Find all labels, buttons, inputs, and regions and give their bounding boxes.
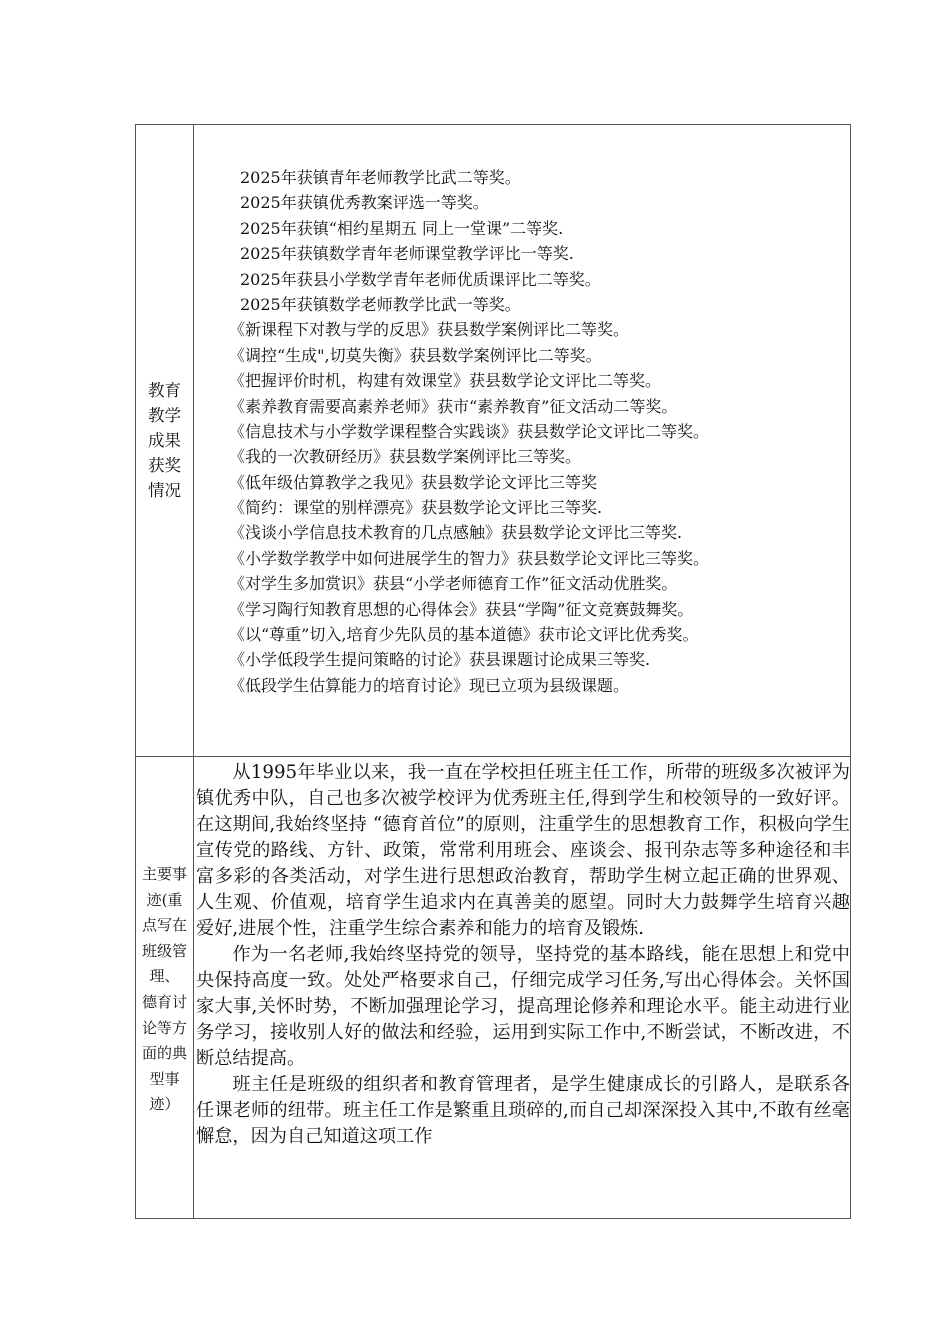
awards-list <box>200 165 850 698</box>
award-item: 2025年获镇青年老师教学比武二等奖。 <box>240 168 521 187</box>
award-item: 《小学低段学生提问策略的讨论》获县课题讨论成果三等奖. <box>229 650 651 670</box>
award-item: 2025年获镇优秀教案评选一等奖。 <box>240 193 489 213</box>
section1-label-line: 获奖 <box>148 456 181 475</box>
section2-label <box>136 862 193 1118</box>
info-table <box>135 124 851 1219</box>
award-item: 《低段学生估算能力的培育讨论》现已立项为县级课题。 <box>229 675 630 695</box>
section2-label-line: 德育讨 <box>141 992 187 1011</box>
section1-label-line: 教育 <box>148 381 181 400</box>
section2-label-line: 迹） <box>149 1095 180 1114</box>
row-divider <box>136 756 850 757</box>
deeds-paragraph: 作为一名老师,我始终坚持党的领导，坚持党的基本路线，能在思想上和党中央保持高度一致。处处严格要求自己，仔细完成学习任务,写出心得体会。关怀国家大事,关怀时势，不断加强理论学习，提高理论修养和理论水平。能主动进行业务学习，接收别人好的做法和经验，运用到实际工作中,不断尝试，不断改进，不断总结提高。 <box>196 944 850 1069</box>
section1-label-line: 成果 <box>148 431 181 450</box>
award-item: 《我的一次教研经历》获县数学案例评比三等奖。 <box>229 447 582 467</box>
section2-label-line: 迹(重 <box>146 890 183 909</box>
section1-label-line: 情况 <box>148 481 181 500</box>
award-item: 2025年获镇“相约星期五 同上一堂课”二等奖. <box>240 218 564 238</box>
column-divider <box>193 125 194 1218</box>
award-item: 2025年获镇数学青年老师课堂教学评比一等奖. <box>240 244 574 264</box>
award-item: 2025年获镇数学老师教学比武一等奖。 <box>240 294 521 314</box>
award-item: 《以“尊重”切入,培育少先队员的基本道德》获市论文评比优秀奖。 <box>229 625 699 645</box>
award-item: 《把握评价时机，构建有效课堂》获县数学论文评比二等奖。 <box>229 371 662 391</box>
section2-label-line: 主要事 <box>141 865 187 883</box>
award-item: 《对学生多加赏识》获县“小学老师德育工作”征文活动优胜奖。 <box>229 574 678 594</box>
section2-label-line: 型事 <box>149 1069 180 1088</box>
deeds-paragraph: 从1995年毕业以来，我一直在学校担任班主任工作，所带的班级多次被评为镇优秀中队，自己也多次被学校评为优秀班主任,得到学生和校领导的一致好评。在这期间,我始终坚持 “德育首位”的原则，注重学生的思想教育工作，积极向学生宣传党的路线、方针、政策，常常利用班会、座谈会、报刊杂志等多种途径和丰富多彩的各类活动，对学生进行思想政治教育，帮助学生树立起正确的世界观、人生观、价值观，培育学生追求内在真善美的愿望。同时大力鼓舞学生培育兴趣爱好,进展个性，注重学生综合素养和能力的培育及锻炼. <box>196 762 850 939</box>
section2-label-line: 班级管 <box>141 941 187 960</box>
award-item: 《简约：课堂的别样漂亮》获县数学论文评比三等奖. <box>229 498 603 518</box>
award-item: 《低年级估算教学之我见》获县数学论文评比三等奖 <box>229 472 598 492</box>
section2-label-line: 面的典 <box>141 1044 187 1063</box>
section1-label-line: 教学 <box>148 406 181 425</box>
award-item: 《小学数学教学中如何进展学生的智力》获县数学论文评比三等奖。 <box>229 548 710 568</box>
award-item: 《浅谈小学信息技术教育的几点感触》获县数学论文评比三等奖. <box>229 523 683 543</box>
award-item: 《新课程下对教与学的反思》获县数学案例评比二等奖。 <box>229 320 630 340</box>
award-item: 《信息技术与小学数学课程整合实践谈》获县数学论文评比二等奖。 <box>229 421 710 441</box>
award-item: 《调控“生成",切莫失衡》获县数学案例评比二等奖。 <box>229 345 602 365</box>
deeds-text <box>196 760 850 1150</box>
section2-label-line: 论等方 <box>141 1018 187 1037</box>
section1-label <box>136 378 193 503</box>
award-item: 《学习陶行知教育思想的心得体会》获县“学陶”征文竞赛鼓舞奖。 <box>229 599 694 619</box>
deeds-paragraph: 班主任是班级的组织者和教育管理者，是学生健康成长的引路人，是联系各任课老师的纽带。班主任工作是繁重且琐碎的,而自己却深深投入其中,不敢有丝毫懈怠，因为自己知道这项工作 <box>196 1074 850 1147</box>
award-item: 《素养教育需要高素养老师》获市“素养教育”征文活动二等奖。 <box>229 396 678 416</box>
section2-label-line: 点写在 <box>141 916 187 935</box>
award-item: 2025年获县小学数学青年老师优质课评比二等奖。 <box>240 269 601 289</box>
section2-label-line: 理、 <box>149 967 180 986</box>
